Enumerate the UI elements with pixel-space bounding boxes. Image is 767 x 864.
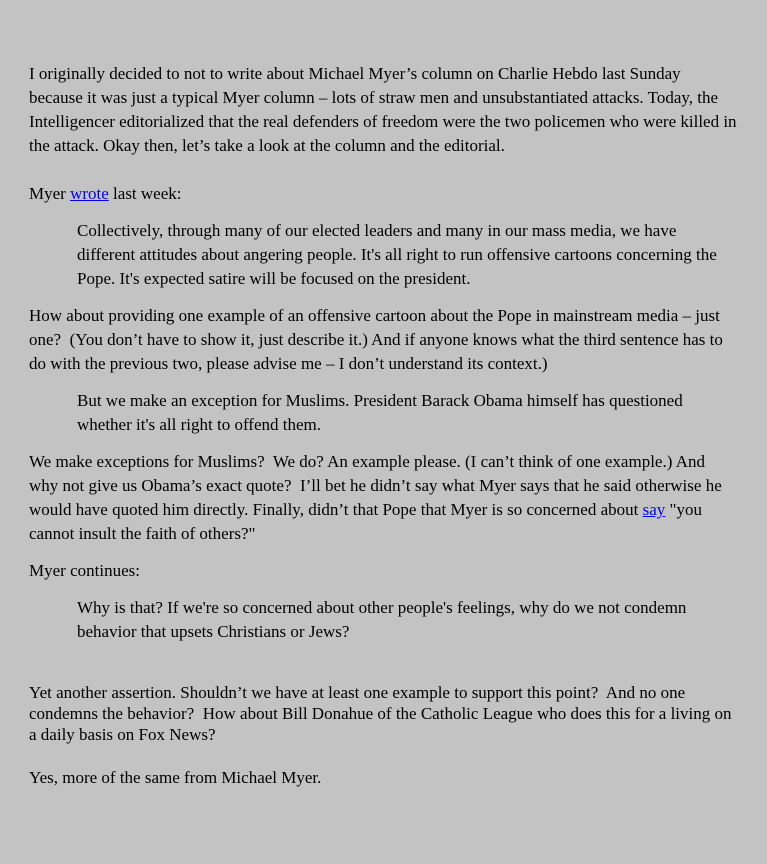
response-paragraph-2: [29, 450, 737, 546]
quote-block-2: [77, 389, 737, 437]
myer-wrote-prefix: Myer: [29, 184, 71, 203]
response-2-prefix: We make exceptions for Muslims? We do? An example please. (I can’t think of one example.) And why not give us Obama’s exact quote? I’ll bet he didn’t say what Myer says that he said otherwise he would have quoted him directly. Finally, didn’t that Pope that Myer is so concerned about: [29, 452, 722, 519]
response-paragraph-3: Yet another assertion. Shouldn’t we have at least one example to support this point? And no one condemns the behavior? How about Bill Donahue of the Catholic League who does this for a living on a daily basis on Fox News?: [29, 683, 732, 744]
quote-3-text: Why is that? If we're so concerned about other people's feelings, why do we not condemn behavior that upsets Christians or Jews?: [77, 598, 687, 641]
quote-2-text: But we make an exception for Muslims. President Barack Obama himself has questioned whether it's all right to offend them.: [77, 391, 683, 434]
intro-paragraph: I originally decided to not to write about Michael Myer’s column on Charlie Hebdo last Sunday because it was just a typical Myer column – lots of straw men and unsubstantiated attacks. Today, the Intelligencer editorialized that the real defenders of freedom were the two policemen who were killed in the attack. Okay then, let’s take a look at the column and the editorial.: [29, 64, 737, 155]
response-2-suffix: "you cannot insult the faith of others?": [29, 500, 702, 543]
myer-wrote-suffix: last week:: [108, 184, 182, 203]
response-paragraph-1: How about providing one example of an offensive cartoon about the Pope in mainstream media – just one? (You don’t have to show it, just describe it.) And if anyone knows what the third sentence has to do with the previous two, please advise me – I don’t understand its context.): [29, 306, 723, 373]
say-link[interactable]: say: [642, 500, 666, 519]
wrote-link[interactable]: wrote: [70, 184, 109, 203]
closing-paragraph: Yes, more of the same from Michael Myer.: [29, 768, 322, 787]
quote-1-text: Collectively, through many of our elected leaders and many in our mass media, we have different attitudes about angering people. It's all right to run offensive cartoons concerning the Pope. It's expected satire will be focused on the president.: [77, 221, 717, 288]
myer-continues-paragraph: Myer continues:: [29, 561, 140, 580]
quote-block-3: [77, 596, 737, 644]
quote-block-1: [77, 219, 737, 291]
myer-wrote-paragraph: [29, 182, 737, 206]
